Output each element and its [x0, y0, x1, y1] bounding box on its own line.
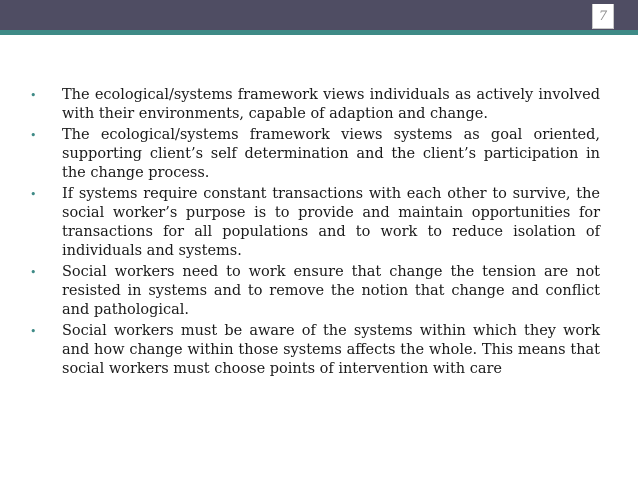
bullet-icon: • [30, 266, 37, 279]
bullet-text: The ecological/systems framework views systems as goal oriented, supporting client’s self determination and the client’s participation in the change process. [62, 127, 600, 181]
bullet-text: Social workers must be aware of the systems within which they work and how change within those systems affects the whole. This means that social workers must choose points of intervention with care [62, 323, 600, 377]
slide-content [30, 86, 600, 381]
bullet-text: Social workers need to work ensure that change the tension are not resisted in systems and to remove the notion that change and conflict and pathological. [62, 264, 600, 318]
bullet-item [30, 126, 600, 183]
header-band [0, 0, 638, 30]
bullet-text: If systems require constant transactions with each other to survive, the social worker’s purpose is to provide and maintain opportunities for transactions for all populations and to work to reduce isolation of individuals and systems. [62, 186, 600, 259]
bullet-text: The ecological/systems framework views individuals as actively involved with their environments, capable of adaption and change. [62, 87, 600, 122]
accent-line [0, 30, 638, 35]
bullet-item [30, 86, 600, 124]
bullet-list [30, 86, 600, 379]
bullet-item [30, 185, 600, 261]
bullet-icon: • [30, 129, 37, 142]
bullet-icon: • [30, 188, 37, 201]
bullet-icon: • [30, 325, 37, 338]
bullet-icon: • [30, 89, 37, 102]
page-number: 7 [592, 4, 614, 29]
bullet-item [30, 263, 600, 320]
bullet-item [30, 322, 600, 379]
